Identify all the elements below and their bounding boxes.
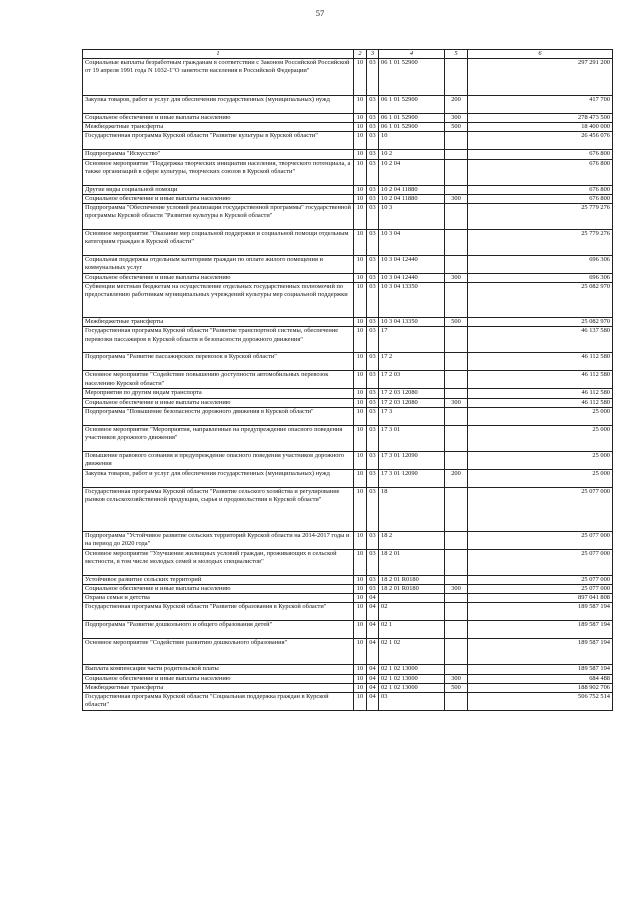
row-section-cell: 10 xyxy=(354,531,367,549)
header-col-5: 5 xyxy=(445,50,468,59)
row-subsection-cell: 03 xyxy=(367,575,379,584)
table-row xyxy=(83,256,613,274)
row-expense-type-cell xyxy=(445,389,468,398)
row-amount-cell: 46 137 580 xyxy=(468,327,613,353)
row-section-cell: 10 xyxy=(354,283,367,318)
row-amount-cell: 25 077 000 xyxy=(468,549,613,575)
row-section-cell: 10 xyxy=(354,451,367,469)
row-section-cell: 10 xyxy=(354,407,367,425)
row-name-cell: Повышение правового сознания и предупреждение опасного поведения участников дорожного движения xyxy=(83,451,354,469)
row-target-code-cell: 10 3 04 13350 xyxy=(379,318,445,327)
table-row xyxy=(83,665,613,674)
row-target-code-cell: 02 1 xyxy=(379,621,445,639)
row-subsection-cell: 03 xyxy=(367,353,379,371)
table-row xyxy=(83,693,613,711)
table-row xyxy=(83,318,613,327)
row-expense-type-cell xyxy=(445,425,468,451)
table-row xyxy=(83,487,613,531)
row-name-cell: Другие виды социальной помощи xyxy=(83,185,354,194)
table-row xyxy=(83,674,613,683)
table-row xyxy=(83,585,613,594)
row-section-cell: 10 xyxy=(354,639,367,665)
table-row xyxy=(83,114,613,123)
row-amount-cell: 25 082 970 xyxy=(468,283,613,318)
row-subsection-cell: 03 xyxy=(367,487,379,531)
row-section-cell: 10 xyxy=(354,194,367,203)
row-amount-cell: 676 800 xyxy=(468,194,613,203)
row-target-code-cell: 10 2 04 11880 xyxy=(379,194,445,203)
row-target-code-cell: 17 3 01 12090 xyxy=(379,451,445,469)
row-name-cell: Социальное обеспечение и иные выплаты населению xyxy=(83,114,354,123)
row-name-cell: Закупка товаров, работ и услуг для обеспечения государственных (муниципальных) нужд xyxy=(83,469,354,487)
row-amount-cell: 25 077 000 xyxy=(468,575,613,584)
row-expense-type-cell xyxy=(445,327,468,353)
row-section-cell: 10 xyxy=(354,674,367,683)
row-name-cell: Социальное обеспечение и иные выплаты населению xyxy=(83,585,354,594)
table-row xyxy=(83,123,613,132)
table-row xyxy=(83,398,613,407)
budget-table xyxy=(82,49,613,711)
row-section-cell: 10 xyxy=(354,585,367,594)
row-name-cell: Подпрограмма "Развитие дошкольного и общего образования детей" xyxy=(83,621,354,639)
row-expense-type-cell: 300 xyxy=(445,194,468,203)
row-target-code-cell: 10 3 04 xyxy=(379,230,445,256)
table-row xyxy=(83,371,613,389)
row-expense-type-cell xyxy=(445,451,468,469)
row-amount-cell: 18 400 000 xyxy=(468,123,613,132)
row-expense-type-cell xyxy=(445,256,468,274)
row-subsection-cell: 03 xyxy=(367,283,379,318)
row-expense-type-cell: 200 xyxy=(445,469,468,487)
row-amount-cell: 506 752 514 xyxy=(468,693,613,711)
row-subsection-cell: 03 xyxy=(367,132,379,150)
row-amount-cell: 25 000 xyxy=(468,425,613,451)
row-section-cell: 10 xyxy=(354,159,367,185)
table-body xyxy=(83,59,613,711)
row-amount-cell: 46 112 580 xyxy=(468,353,613,371)
header-col-2: 2 xyxy=(354,50,367,59)
row-name-cell: Государственная программа Курской области "Развитие сельского хозяйства и регулирование рынков сельскохозяйственной продукции, сырья и продовольствия в Курской области" xyxy=(83,487,354,531)
row-subsection-cell: 03 xyxy=(367,549,379,575)
row-expense-type-cell: 300 xyxy=(445,674,468,683)
row-name-cell: Социальные выплаты безработным гражданам в соответствии с Законом Российской Российской от 19 апреля 1991 года N 1032-1"О занятости населения в Российской Федерации" xyxy=(83,59,354,96)
row-subsection-cell: 03 xyxy=(367,256,379,274)
row-name-cell: Государственная программа Курской области "Развитие культуры в Курской области" xyxy=(83,132,354,150)
row-amount-cell: 189 587 194 xyxy=(468,603,613,621)
row-subsection-cell: 03 xyxy=(367,585,379,594)
row-target-code-cell: 17 2 03 12080 xyxy=(379,389,445,398)
row-subsection-cell: 03 xyxy=(367,230,379,256)
row-section-cell: 10 xyxy=(354,59,367,96)
row-subsection-cell: 03 xyxy=(367,469,379,487)
row-name-cell: Социальное обеспечение и иные выплаты населению xyxy=(83,398,354,407)
row-section-cell: 10 xyxy=(354,425,367,451)
row-section-cell: 10 xyxy=(354,132,367,150)
row-expense-type-cell xyxy=(445,283,468,318)
row-expense-type-cell xyxy=(445,132,468,150)
table-row xyxy=(83,132,613,150)
table-row xyxy=(83,283,613,318)
row-subsection-cell: 04 xyxy=(367,665,379,674)
table-row xyxy=(83,621,613,639)
row-subsection-cell: 04 xyxy=(367,674,379,683)
row-amount-cell: 676 800 xyxy=(468,159,613,185)
table-row xyxy=(83,639,613,665)
table-row xyxy=(83,683,613,692)
row-section-cell: 10 xyxy=(354,683,367,692)
row-expense-type-cell xyxy=(445,549,468,575)
row-amount-cell: 25 000 xyxy=(468,451,613,469)
row-target-code-cell: 06 1 01 52900 xyxy=(379,59,445,96)
row-target-code-cell: 02 1 02 13000 xyxy=(379,683,445,692)
row-amount-cell: 676 800 xyxy=(468,185,613,194)
row-expense-type-cell: 300 xyxy=(445,398,468,407)
row-target-code-cell: 10 2 04 11880 xyxy=(379,185,445,194)
row-section-cell: 10 xyxy=(354,150,367,159)
page-number: 57 xyxy=(315,8,325,18)
row-expense-type-cell xyxy=(445,639,468,665)
row-expense-type-cell xyxy=(445,575,468,584)
row-target-code-cell: 18 2 01 xyxy=(379,549,445,575)
row-amount-cell: 25 000 xyxy=(468,469,613,487)
row-amount-cell: 26 456 076 xyxy=(468,132,613,150)
row-expense-type-cell xyxy=(445,487,468,531)
row-name-cell: Государственная программа Курской области "Развитие образования в Курской области" xyxy=(83,603,354,621)
row-target-code-cell: 06 1 01 52900 xyxy=(379,123,445,132)
row-amount-cell: 25 000 xyxy=(468,407,613,425)
row-target-code-cell: 17 2 xyxy=(379,353,445,371)
table-row xyxy=(83,59,613,96)
row-section-cell: 10 xyxy=(354,621,367,639)
row-target-code-cell: 02 xyxy=(379,603,445,621)
row-amount-cell: 25 077 000 xyxy=(468,487,613,531)
row-subsection-cell: 03 xyxy=(367,371,379,389)
row-section-cell: 10 xyxy=(354,353,367,371)
row-section-cell: 10 xyxy=(354,693,367,711)
header-col-6: 6 xyxy=(468,50,613,59)
row-name-cell: Устойчивое развитие сельских территорий xyxy=(83,575,354,584)
row-expense-type-cell xyxy=(445,371,468,389)
table-row xyxy=(83,204,613,230)
row-amount-cell: 46 112 580 xyxy=(468,389,613,398)
row-section-cell: 10 xyxy=(354,185,367,194)
table-row xyxy=(83,425,613,451)
row-name-cell: Межбюджетные трансферты xyxy=(83,318,354,327)
row-target-code-cell: 18 2 01 R0180 xyxy=(379,575,445,584)
row-subsection-cell: 03 xyxy=(367,274,379,283)
table-row xyxy=(83,194,613,203)
table-row xyxy=(83,389,613,398)
row-name-cell: Выплата компенсации части родительской платы xyxy=(83,665,354,674)
row-subsection-cell: 03 xyxy=(367,327,379,353)
row-amount-cell: 189 587 194 xyxy=(468,665,613,674)
row-target-code-cell: 17 3 xyxy=(379,407,445,425)
table-row xyxy=(83,549,613,575)
row-amount-cell: 25 082 970 xyxy=(468,318,613,327)
row-expense-type-cell xyxy=(445,594,468,603)
row-subsection-cell: 03 xyxy=(367,150,379,159)
row-section-cell: 10 xyxy=(354,114,367,123)
row-target-code-cell: 17 2 03 xyxy=(379,371,445,389)
row-target-code-cell: 17 3 01 12090 xyxy=(379,469,445,487)
row-name-cell: Социальное обеспечение и иные выплаты населению xyxy=(83,274,354,283)
row-name-cell: Государственная программа Курской области "Социальная поддержка граждан в Курской области" xyxy=(83,693,354,711)
row-name-cell: Мероприятия по другим видам транспорта xyxy=(83,389,354,398)
row-target-code-cell: 02 1 02 13000 xyxy=(379,674,445,683)
row-name-cell: Государственная программа Курской области "Развитие транспортной системы, обеспечение перевозки пассажиров в Курской области и безопасности дорожного движения" xyxy=(83,327,354,353)
header-col-3: 3 xyxy=(367,50,379,59)
row-expense-type-cell: 300 xyxy=(445,274,468,283)
table-row xyxy=(83,185,613,194)
row-section-cell: 10 xyxy=(354,318,367,327)
row-section-cell: 10 xyxy=(354,594,367,603)
row-subsection-cell: 03 xyxy=(367,59,379,96)
row-expense-type-cell: 500 xyxy=(445,318,468,327)
row-amount-cell: 188 902 706 xyxy=(468,683,613,692)
header-row xyxy=(83,50,613,59)
row-section-cell: 10 xyxy=(354,398,367,407)
row-name-cell: Основное мероприятие "Улучшение жилищных условий граждан, проживающих в сельской местности, в том числе молодых семей и молодых специалистов" xyxy=(83,549,354,575)
row-subsection-cell: 03 xyxy=(367,318,379,327)
row-name-cell: Межбюджетные трансферты xyxy=(83,683,354,692)
row-subsection-cell: 03 xyxy=(367,123,379,132)
row-target-code-cell: 17 2 03 12080 xyxy=(379,398,445,407)
row-subsection-cell: 04 xyxy=(367,683,379,692)
row-section-cell: 10 xyxy=(354,665,367,674)
row-amount-cell: 189 587 194 xyxy=(468,621,613,639)
row-amount-cell: 25 779 276 xyxy=(468,230,613,256)
row-subsection-cell: 03 xyxy=(367,407,379,425)
row-amount-cell: 684 488 xyxy=(468,674,613,683)
row-expense-type-cell xyxy=(445,693,468,711)
row-subsection-cell: 04 xyxy=(367,594,379,603)
row-expense-type-cell xyxy=(445,159,468,185)
row-target-code-cell: 10 xyxy=(379,132,445,150)
table-row xyxy=(83,575,613,584)
row-amount-cell: 676 800 xyxy=(468,150,613,159)
row-amount-cell: 696 306 xyxy=(468,256,613,274)
row-subsection-cell: 03 xyxy=(367,531,379,549)
row-target-code-cell: 10 3 04 13350 xyxy=(379,283,445,318)
row-amount-cell: 189 587 194 xyxy=(468,639,613,665)
row-name-cell: Социальное обеспечение и иные выплаты населению xyxy=(83,674,354,683)
row-subsection-cell: 03 xyxy=(367,159,379,185)
row-name-cell: Основное мероприятие "Содействие повышению доступности автомобильных перевозок населению Курской области" xyxy=(83,371,354,389)
table-row xyxy=(83,353,613,371)
row-subsection-cell: 03 xyxy=(367,114,379,123)
row-amount-cell: 278 473 500 xyxy=(468,114,613,123)
row-amount-cell: 46 112 580 xyxy=(468,398,613,407)
row-section-cell: 10 xyxy=(354,371,367,389)
table-row xyxy=(83,407,613,425)
row-subsection-cell: 03 xyxy=(367,398,379,407)
row-expense-type-cell xyxy=(445,204,468,230)
row-subsection-cell: 03 xyxy=(367,425,379,451)
row-name-cell: Охрана семьи и детства xyxy=(83,594,354,603)
table-row xyxy=(83,603,613,621)
row-expense-type-cell: 300 xyxy=(445,585,468,594)
row-amount-cell: 46 112 580 xyxy=(468,371,613,389)
row-subsection-cell: 04 xyxy=(367,693,379,711)
row-section-cell: 10 xyxy=(354,123,367,132)
row-target-code-cell: 06 1 01 52900 xyxy=(379,96,445,114)
row-target-code-cell: 17 xyxy=(379,327,445,353)
row-section-cell: 10 xyxy=(354,469,367,487)
row-expense-type-cell xyxy=(445,531,468,549)
row-amount-cell: 297 291 200 xyxy=(468,59,613,96)
row-target-code-cell: 02 1 02 xyxy=(379,639,445,665)
row-target-code-cell: 18 2 01 R0180 xyxy=(379,585,445,594)
row-amount-cell: 25 077 000 xyxy=(468,531,613,549)
table-row xyxy=(83,594,613,603)
row-name-cell: Основное мероприятие "Поддержка творческих инициатив населения, творческого потенциала, а также организаций в сфере культуры, творческих союзов в Курской области" xyxy=(83,159,354,185)
row-target-code-cell: 10 2 04 xyxy=(379,159,445,185)
row-name-cell: Субвенции местным бюджетам на осуществление отдельных государственных полномочий по предоставлению работникам муниципальных учреждений культуры мер социальной поддержки xyxy=(83,283,354,318)
header-col-4: 4 xyxy=(379,50,445,59)
row-name-cell: Подпрограмма "Повышение безопасности дорожного движения в Курской области" xyxy=(83,407,354,425)
row-name-cell: Подпрограмма "Развитие пассажирских перевозок в Курской области" xyxy=(83,353,354,371)
row-section-cell: 10 xyxy=(354,256,367,274)
row-expense-type-cell xyxy=(445,185,468,194)
row-target-code-cell: 10 3 04 12440 xyxy=(379,274,445,283)
row-name-cell: Социальная поддержка отдельным категориям граждан по оплате жилого помещения и коммунальных услуг xyxy=(83,256,354,274)
row-expense-type-cell xyxy=(445,621,468,639)
row-subsection-cell: 03 xyxy=(367,194,379,203)
row-name-cell: Социальное обеспечение и иные выплаты населению xyxy=(83,194,354,203)
table-row xyxy=(83,230,613,256)
row-amount-cell: 417 700 xyxy=(468,96,613,114)
row-expense-type-cell xyxy=(445,353,468,371)
row-name-cell: Подпрограмма "Устойчивое развитие сельских территорий Курской области на 2014-2017 годы и на период до 2020 года" xyxy=(83,531,354,549)
row-section-cell: 10 xyxy=(354,96,367,114)
row-section-cell: 10 xyxy=(354,204,367,230)
row-name-cell: Межбюджетные трансферты xyxy=(83,123,354,132)
row-target-code-cell: 02 1 02 13000 xyxy=(379,665,445,674)
row-target-code-cell: 17 3 01 xyxy=(379,425,445,451)
row-expense-type-cell xyxy=(445,230,468,256)
row-expense-type-cell xyxy=(445,59,468,96)
row-target-code-cell: 10 3 xyxy=(379,204,445,230)
row-amount-cell: 696 306 xyxy=(468,274,613,283)
row-target-code-cell xyxy=(379,594,445,603)
row-section-cell: 10 xyxy=(354,487,367,531)
row-target-code-cell: 10 2 xyxy=(379,150,445,159)
row-target-code-cell: 10 3 04 12440 xyxy=(379,256,445,274)
table-row xyxy=(83,327,613,353)
row-subsection-cell: 04 xyxy=(367,621,379,639)
row-section-cell: 10 xyxy=(354,274,367,283)
row-name-cell: Закупка товаров, работ и услуг для обеспечения государственных (муниципальных) нужд xyxy=(83,96,354,114)
table-row xyxy=(83,531,613,549)
row-expense-type-cell xyxy=(445,150,468,159)
row-amount-cell: 25 077 000 xyxy=(468,585,613,594)
row-section-cell: 10 xyxy=(354,230,367,256)
row-subsection-cell: 03 xyxy=(367,204,379,230)
row-target-code-cell: 03 xyxy=(379,693,445,711)
row-name-cell: Подпрограмма "Искусство" xyxy=(83,150,354,159)
row-subsection-cell: 04 xyxy=(367,603,379,621)
row-name-cell: Основное мероприятие "Содействие развитию дошкольного образования" xyxy=(83,639,354,665)
row-subsection-cell: 03 xyxy=(367,389,379,398)
row-section-cell: 10 xyxy=(354,575,367,584)
row-subsection-cell: 03 xyxy=(367,96,379,114)
row-expense-type-cell xyxy=(445,665,468,674)
row-expense-type-cell: 300 xyxy=(445,114,468,123)
row-amount-cell: 897 041 808 xyxy=(468,594,613,603)
row-subsection-cell: 03 xyxy=(367,185,379,194)
row-subsection-cell: 04 xyxy=(367,639,379,665)
row-section-cell: 10 xyxy=(354,603,367,621)
row-expense-type-cell: 200 xyxy=(445,96,468,114)
table-row xyxy=(83,469,613,487)
table-row xyxy=(83,274,613,283)
table-row xyxy=(83,159,613,185)
row-section-cell: 10 xyxy=(354,327,367,353)
row-subsection-cell: 03 xyxy=(367,451,379,469)
table-row xyxy=(83,451,613,469)
row-name-cell: Основное мероприятие "Мероприятия, направленные на предупреждение опасного поведения участников дорожного движения" xyxy=(83,425,354,451)
row-expense-type-cell xyxy=(445,407,468,425)
row-expense-type-cell: 500 xyxy=(445,683,468,692)
row-expense-type-cell xyxy=(445,603,468,621)
row-target-code-cell: 18 2 xyxy=(379,531,445,549)
table-header xyxy=(83,50,613,59)
table-row xyxy=(83,96,613,114)
row-section-cell: 10 xyxy=(354,549,367,575)
row-name-cell: Подпрограмма "Обеспечение условий реализации государственной программы" государственной программы Курской области "Развитие культуры в Курской области" xyxy=(83,204,354,230)
row-target-code-cell: 06 1 01 52900 xyxy=(379,114,445,123)
row-section-cell: 10 xyxy=(354,389,367,398)
table-row xyxy=(83,150,613,159)
row-name-cell: Основное мероприятие "Оказание мер социальной поддержки и социальной помощи отдельным категориям граждан в Курской области" xyxy=(83,230,354,256)
header-col-1: 1 xyxy=(83,50,354,59)
row-target-code-cell: 18 xyxy=(379,487,445,531)
row-amount-cell: 25 779 276 xyxy=(468,204,613,230)
row-expense-type-cell: 500 xyxy=(445,123,468,132)
